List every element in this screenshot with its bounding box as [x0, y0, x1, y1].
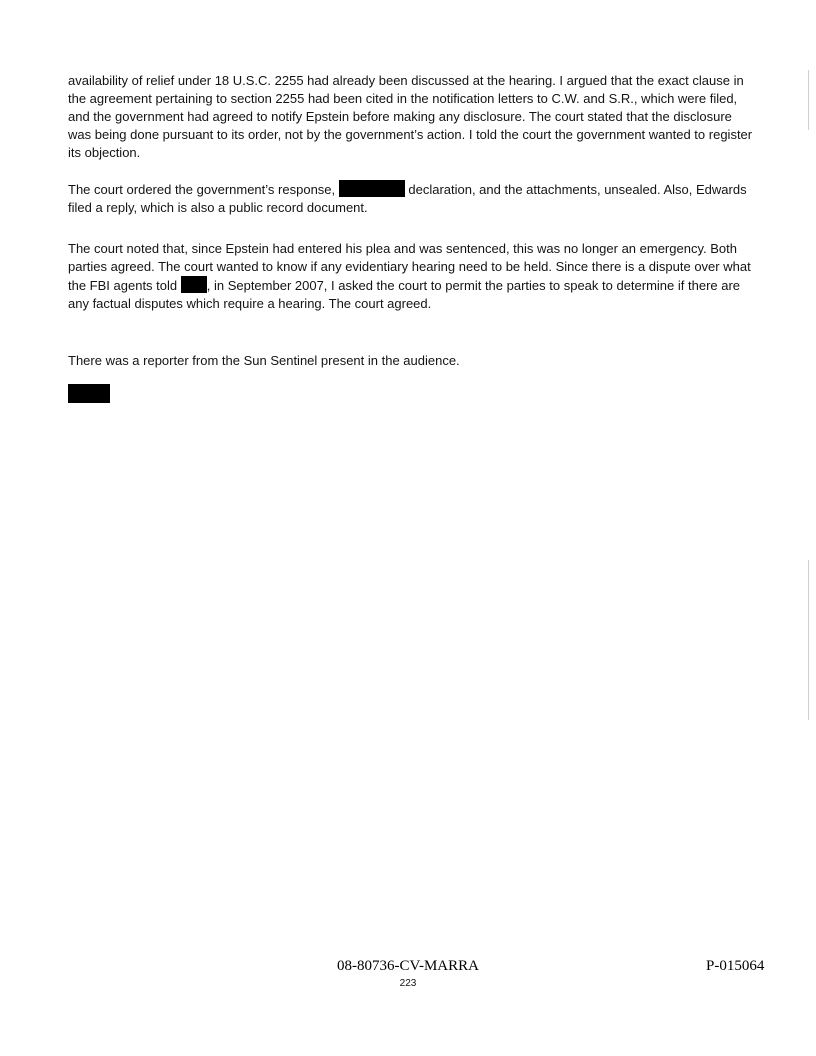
paragraph-2	[68, 180, 758, 217]
paragraph-1-text: availability of relief under 18 U.S.C. 2255 had already been discussed at the hearing. I argued that the exact clause in the agreement pertaining to section 2255 had been cited in the notification letters to C.W. and S.R., which were filed, and the government had agreed to notify Epstein before making any disclosure. The court stated that the disclosure was being done pursuant to its order, not by the government’s action. I told the court the government wanted to register its objection.	[68, 73, 753, 160]
page-number: 223	[399, 978, 417, 989]
paragraph-4-text: There was a reporter from the Sun Sentinel present in the audience.	[68, 353, 460, 368]
paragraph-3-text-start: The court noted that, since Epstein had entered his plea and was sentenced, this was no longer an emergency. Both parties agreed. The court wanted to know if any evidentiary hearing need to be held. Since there is a dispute over what the FBI agents told	[68, 241, 751, 293]
case-number: 08-80736-CV-MARRA	[337, 958, 479, 974]
scan-edge-mark	[808, 560, 809, 720]
signature-redaction-box	[68, 384, 110, 403]
scan-edge-mark	[808, 70, 809, 130]
bates-number: P-015064	[706, 958, 765, 974]
paragraph-2-text-end: declaration, and the attachments, unsealed. Also, Edwards filed a reply, which is also a public record document.	[68, 182, 747, 215]
redaction-box	[339, 180, 405, 197]
paragraph-3-text-end: , in September 2007, I asked the court to permit the parties to speak to determine if there are any factual disputes which require a hearing. The court agreed.	[68, 278, 741, 311]
paragraph-2-text-start: The court ordered the government’s response,	[68, 182, 339, 197]
paragraph-4	[68, 352, 758, 370]
paragraph-1	[68, 72, 758, 162]
paragraph-3	[68, 240, 758, 313]
redaction-box	[181, 276, 207, 293]
